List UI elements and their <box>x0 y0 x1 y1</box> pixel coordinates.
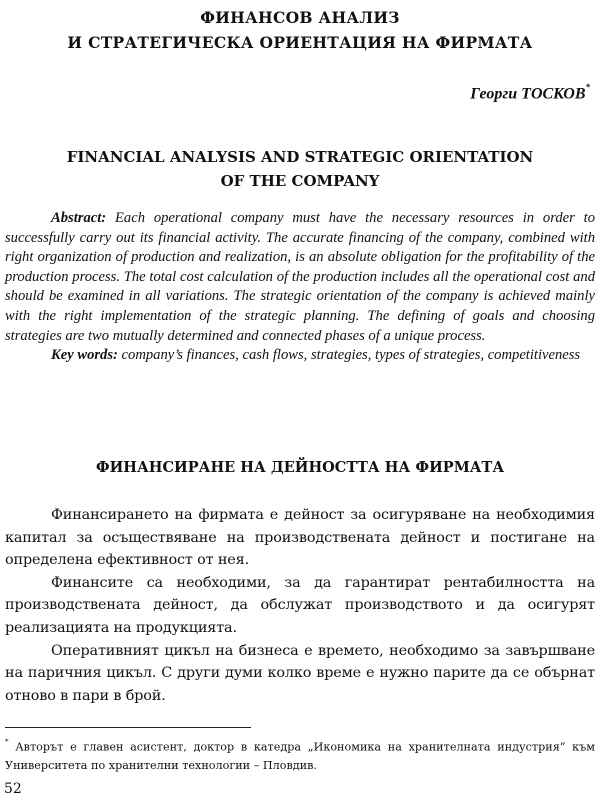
page-number: 52 <box>4 781 22 797</box>
abstract-block <box>5 209 595 366</box>
body-paragraph: Оперативният цикъл на бизнеса е времето, необходимо за завършване на паричния цикъл. С други думи колко време е нужно парите да се обърнат отново в пари в брой. <box>5 642 595 704</box>
section-heading: ФИНАНСИРАНЕ НА ДЕЙНОСТТА НА ФИРМАТА <box>95 459 505 476</box>
keywords-paragraph <box>5 346 595 366</box>
keywords-label: Key words: <box>51 347 118 364</box>
body-text <box>5 504 595 707</box>
body-paragraph: Финансирането на фирмата е дейност за осигуряване на необходимия капитал за осъществяване на производствената дейност и постигане на определена ефективност от нея. <box>5 507 595 569</box>
abstract-text: Each operational company must have the necessary resources in order to successfully carry out its financial activity. The accurate financing of the company, combined with right organization of production and realization, is an absolute obligation for the profitability of the production process. The total cost calculation of the production includes all the operational cost and should be examined in all variations. The strategic orientation of the company is achieved mainly with the right implementation of the strategic planning. The defining of goals and choosing strategies are two mutually determined and connected phases of a unique process. <box>5 210 595 344</box>
footnote <box>5 735 595 776</box>
footnote-mark: * <box>5 738 9 746</box>
title-en-line-1: FINANCIAL ANALYSIS AND STRATEGIC ORIENTATION <box>66 148 534 166</box>
footnote-text: Авторът е главен асистент, доктор в катедра „Икономика на хранителната индустрия” към Университета по хранителни технологии – Пловдив. <box>5 740 595 773</box>
abstract-label: Abstract: <box>51 210 107 226</box>
body-paragraph: Финансите са необходими, за да гарантират рентабилността на производствената дейност, да обслужат производството и да осигурят реализацията на продукцията. <box>5 574 595 636</box>
title-en-line-2: OF THE COMPANY <box>220 172 380 190</box>
author-name <box>470 84 590 103</box>
keywords-text: company’s finances, cash flows, strategies, types of strategies, competitiveness <box>121 347 581 364</box>
title-bg-line-2: И СТРАТЕГИЧЕСКА ОРИЕНТАЦИЯ НА ФИРМАТА <box>67 33 533 52</box>
author-footnote-mark: * <box>585 82 590 92</box>
abstract-paragraph <box>5 209 595 346</box>
title-bg-line-1: ФИНАНСОВ АНАЛИЗ <box>200 8 400 27</box>
footnote-divider <box>5 727 251 728</box>
author-text: Георги ТОСКОВ <box>470 85 586 103</box>
